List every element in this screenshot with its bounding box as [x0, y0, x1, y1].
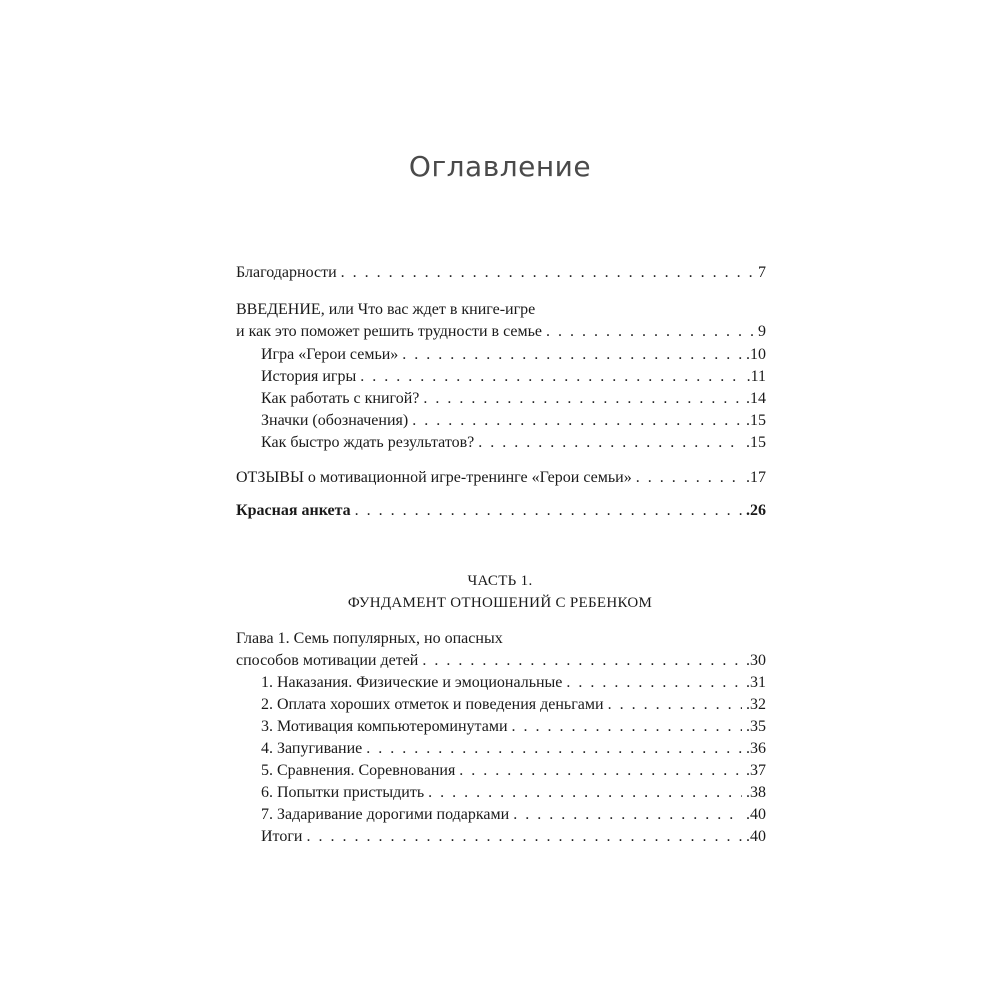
leader-dots: [566, 672, 742, 694]
toc-page-number: .26: [746, 502, 766, 519]
toc-entry-text: Красная анкета: [236, 502, 351, 519]
toc-page-number: .15: [746, 412, 766, 429]
toc-entry-item: [261, 716, 766, 738]
toc-entry-otzyvy: [236, 467, 766, 489]
toc-entry-text: 5. Сравнения. Соревнования: [261, 762, 456, 779]
toc-entry-item: [261, 782, 766, 804]
toc-page-number: 9: [758, 323, 766, 340]
toc-entry-istoriya: [261, 366, 766, 388]
toc-page-number: .10: [746, 346, 766, 363]
toc-entry-igra: [261, 344, 766, 366]
toc-entry-text: 4. Запугивание: [261, 740, 363, 757]
toc-entry-text: История игры: [261, 368, 357, 385]
toc-page-number: .35: [746, 718, 766, 735]
toc-page-number: .36: [746, 740, 766, 757]
toc-page-number: .15: [746, 434, 766, 451]
page-title: Оглавление: [408, 150, 592, 183]
toc-entry-text: 2. Оплата хороших отметок и поведения деньгами: [261, 696, 604, 713]
leader-dots: [428, 782, 742, 804]
toc-entry-text: 3. Мотивация компьютероминутами: [261, 718, 508, 735]
leader-dots: [478, 432, 742, 454]
toc-entry-vvedenie: [236, 321, 766, 343]
leader-dots: [513, 804, 742, 826]
toc-entry-znachki: [261, 410, 766, 432]
toc-entry-item: [261, 760, 766, 782]
leader-dots: [459, 760, 742, 782]
toc-entry-blagodarnosti: [236, 262, 766, 284]
toc-entry-text: 6. Попытки пристыдить: [261, 784, 425, 801]
toc-page-number: .37: [746, 762, 766, 779]
toc-page-number: .14: [746, 390, 766, 407]
toc-entry-vvedenie-line1: ВВЕДЕНИЕ, или Что вас ждет в книге-игре: [236, 301, 536, 318]
part-heading-title: ФУНДАМЕНТ ОТНОШЕНИЙ С РЕБЕНКОМ: [347, 595, 653, 611]
toc-entry-text: и как это поможет решить трудности в семье: [236, 323, 543, 340]
toc-entry-item: [261, 826, 766, 848]
leader-dots: [422, 650, 742, 672]
toc-page-number: .30: [746, 652, 766, 669]
leader-dots: [341, 262, 754, 284]
leader-dots: [546, 321, 754, 343]
leader-dots: [306, 826, 742, 848]
toc-entry-text: Как быстро ждать результатов?: [261, 434, 475, 451]
toc-entry-kak-rabotat: [261, 388, 766, 410]
toc-entry-text: Благодарности: [236, 264, 337, 281]
toc-entry-chapter1: [236, 650, 766, 672]
toc-entry-text: способов мотивации детей: [236, 652, 419, 669]
leader-dots: [402, 344, 742, 366]
toc-page-number: 7: [758, 264, 766, 281]
leader-dots: [608, 694, 742, 716]
leader-dots: [366, 738, 742, 760]
chapter-heading-line1: Глава 1. Семь популярных, но опасных: [236, 630, 503, 647]
toc-entry-item: [261, 694, 766, 716]
toc-entry-text: 7. Задаривание дорогими подарками: [261, 806, 510, 823]
toc-entry-text: 1. Наказания. Физические и эмоциональные: [261, 674, 563, 691]
toc-page-number: .40: [746, 806, 766, 823]
toc-entry-text: Как работать с книгой?: [261, 390, 420, 407]
toc-entry-text: Игра «Герои семьи»: [261, 346, 399, 363]
toc-page-number: .40: [746, 828, 766, 845]
toc-entry-krasnaya-anketa: [236, 500, 766, 522]
toc-page-number: .31: [746, 674, 766, 691]
leader-dots: [360, 366, 742, 388]
leader-dots: [423, 388, 742, 410]
toc-entry-text: Значки (обозначения): [261, 412, 409, 429]
toc-page-number: .38: [746, 784, 766, 801]
leader-dots: [636, 467, 742, 489]
toc-entry-item: [261, 804, 766, 826]
toc-entry-item: [261, 738, 766, 760]
toc-entry-kak-bystro: [261, 432, 766, 454]
part-heading-number: ЧАСТЬ 1.: [467, 573, 533, 589]
toc-page-number: .11: [746, 368, 766, 385]
toc-entry-text: ОТЗЫВЫ о мотивационной игре-тренинге «Герои семьи»: [236, 469, 632, 486]
leader-dots: [355, 500, 742, 522]
leader-dots: [412, 410, 742, 432]
toc-entry-text: Итоги: [261, 828, 303, 845]
toc-page-number: .17: [746, 469, 766, 486]
toc-page-number: .32: [746, 696, 766, 713]
leader-dots: [512, 716, 743, 738]
toc-entry-item: [261, 672, 766, 694]
